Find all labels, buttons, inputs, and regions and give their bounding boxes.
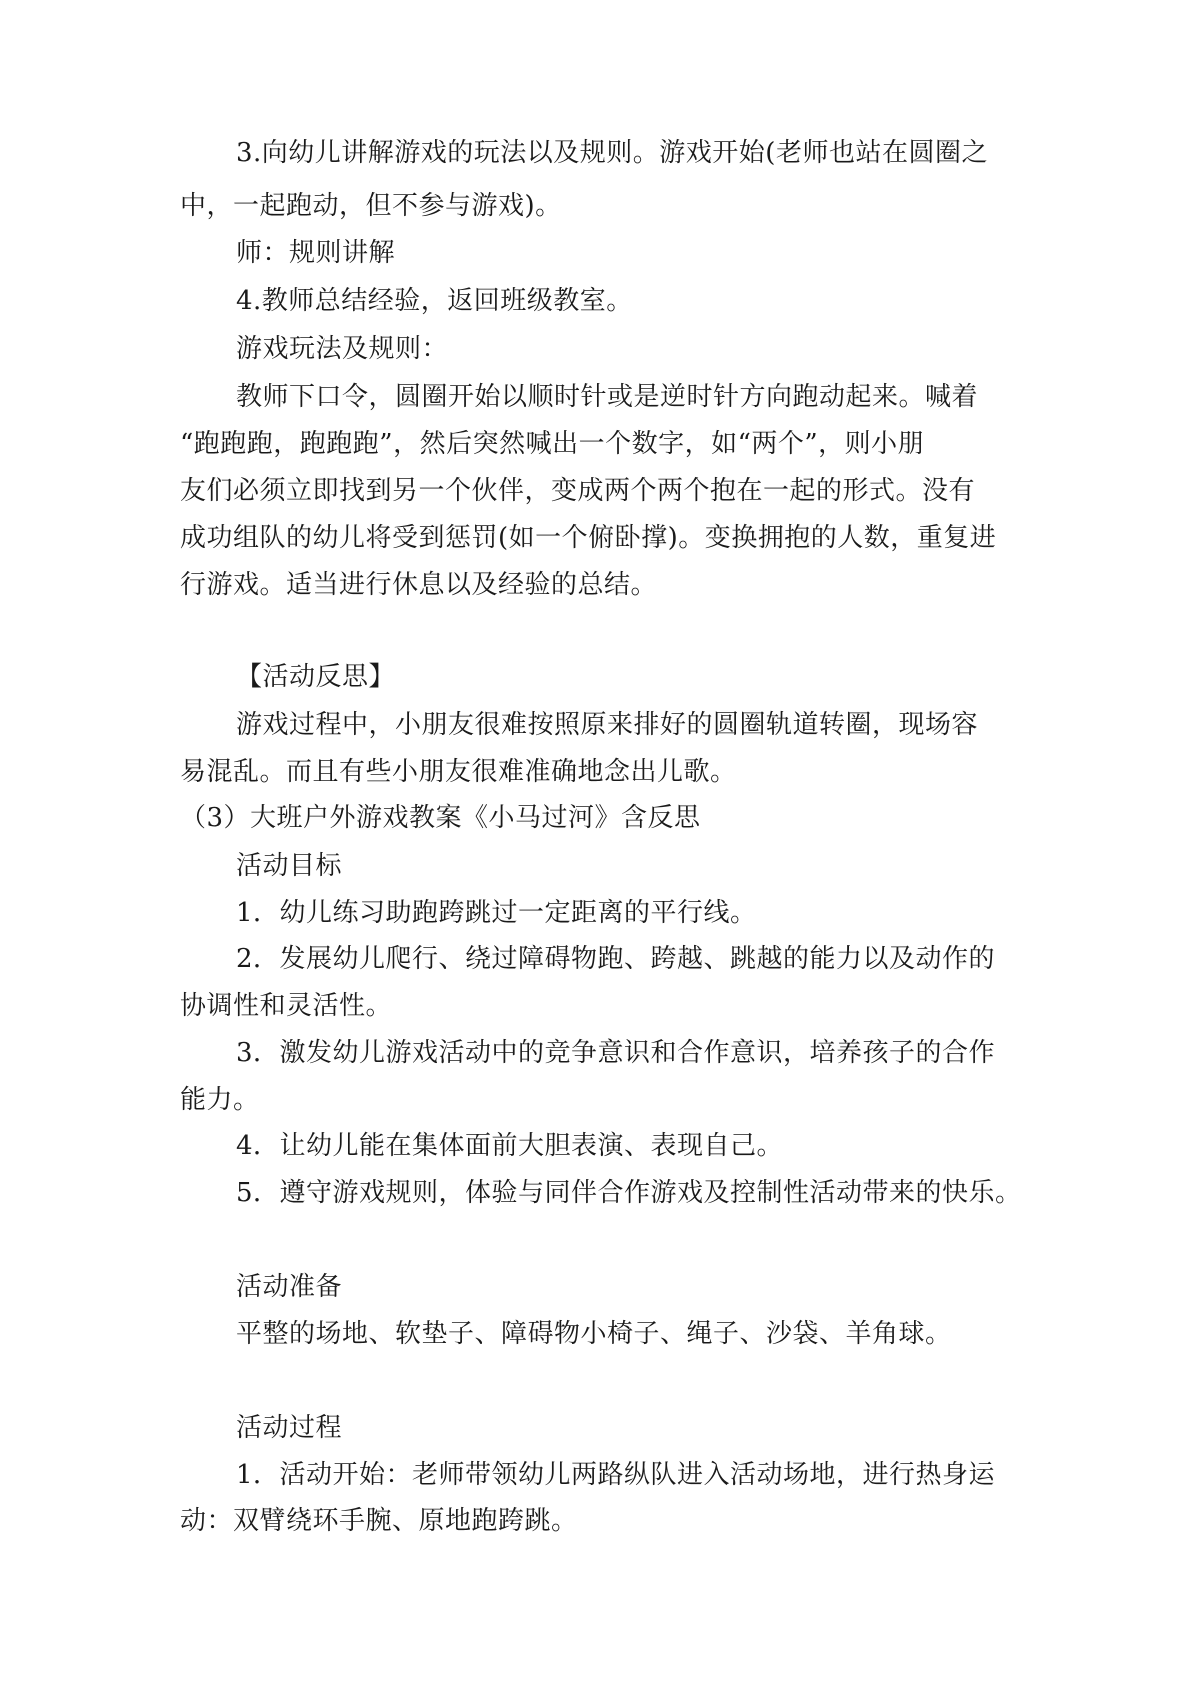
paragraph-line: 成功组队的幼儿将受到惩罚(如一个俯卧撑)。变换拥抱的人数，重复进 (180, 523, 997, 553)
paragraph-line: 行游戏。适当进行休息以及经验的总结。 (180, 570, 658, 600)
list-item: 3．激发幼儿游戏活动中的竞争意识和合作意识，培养孩子的合作 (236, 1038, 996, 1068)
section-heading: 活动准备 (236, 1272, 343, 1302)
list-item: 1．幼儿练习助跑跨跳过一定距离的平行线。 (236, 898, 757, 928)
list-item: 2．发展幼儿爬行、绕过障碍物跑、跨越、跳越的能力以及动作的 (236, 944, 996, 974)
paragraph-line: 4.教师总结经验，返回班级教室。 (236, 286, 633, 316)
paragraph-line: 游戏过程中，小朋友很难按照原来排好的圆圈轨道转圈，现场容 (236, 710, 979, 740)
paragraph-line: 师：规则讲解 (236, 238, 396, 268)
paragraph-line: 教师下口令，圆圈开始以顺时针或是逆时针方向跑动起来。喊着 (236, 382, 979, 412)
list-item: 1．活动开始：老师带领幼儿两路纵队进入活动场地，进行热身运 (236, 1460, 996, 1490)
section-heading: 活动目标 (236, 851, 343, 881)
list-item-continuation: 能力。 (180, 1085, 260, 1115)
section-heading: 【活动反思】 (236, 662, 396, 692)
paragraph-line: 友们必须立即找到另一个伙伴，变成两个两个抱在一起的形式。没有 (180, 476, 976, 506)
list-item-continuation: 协调性和灵活性。 (180, 991, 393, 1021)
paragraph-line: 易混乱。而且有些小朋友很难准确地念出儿歌。 (180, 757, 737, 787)
lesson-title: （3）大班户外游戏教案《小马过河》含反思 (180, 803, 701, 833)
paragraph-line: 中，一起跑动，但不参与游戏)。 (180, 191, 562, 221)
list-item: 5．遵守游戏规则，体验与同伴合作游戏及控制性活动带来的快乐。 (236, 1178, 1022, 1208)
paragraph-line: 3.向幼儿讲解游戏的玩法以及规则。游戏开始(老师也站在圆圈之 (236, 138, 988, 168)
list-item-continuation: 动：双臂绕环手腕、原地跑跨跳。 (180, 1506, 578, 1536)
paragraph-line: “跑跑跑，跑跑跑”，然后突然喊出一个数字，如“两个”，则小朋 (180, 429, 925, 459)
list-item: 4．让幼儿能在集体面前大胆表演、表现自己。 (236, 1131, 784, 1161)
section-heading: 活动过程 (236, 1413, 343, 1443)
paragraph-line: 平整的场地、软垫子、障碍物小椅子、绳子、沙袋、羊角球。 (236, 1319, 952, 1349)
section-label: 游戏玩法及规则： (236, 334, 449, 364)
